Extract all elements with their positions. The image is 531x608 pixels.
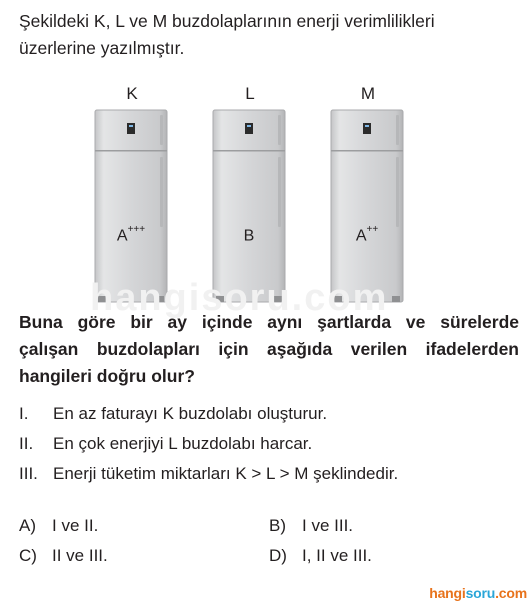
- fridge-image: [212, 109, 286, 304]
- option-text: I, II ve III.: [302, 546, 372, 565]
- question-line-3: hangileri doğru olur?: [19, 366, 195, 386]
- intro-line-1: Şekildeki K, L ve M buzdolaplarının enerji verimlilikleri: [19, 11, 435, 31]
- energy-rating: B: [243, 227, 255, 245]
- intro-text: [19, 8, 519, 62]
- brand-part-2: soru: [465, 585, 496, 601]
- statement-number: I.: [19, 404, 29, 423]
- statement-item: [19, 429, 519, 459]
- intro-line-2: üzerlerine yazılmıştır.: [19, 38, 185, 58]
- fridge-illustration: [330, 109, 404, 304]
- question-line-2: çalışan buzdolapları için aşağıda verilen ifadelerden: [19, 339, 519, 359]
- watermark: hangisoru.com: [90, 277, 389, 319]
- option-key: B): [269, 516, 286, 535]
- statement-text: Enerji tüketim miktarları K > L > M şeklindedir.: [53, 464, 399, 483]
- answer-options: [19, 511, 519, 571]
- fridge-label: K: [126, 84, 138, 103]
- energy-rating: A+++: [116, 224, 146, 245]
- option-text: I ve III.: [302, 516, 354, 535]
- brand-part-3: .com: [495, 585, 527, 601]
- option-key: C): [19, 546, 37, 565]
- option-a[interactable]: [19, 511, 269, 541]
- question-line-1: Buna göre bir ay içinde aynı şartlarda ve sürelerde: [19, 312, 519, 332]
- fridge-illustration: [212, 109, 286, 304]
- brand-part-1: hangi: [429, 585, 466, 601]
- statement-number: III.: [19, 464, 38, 483]
- option-text: I ve II.: [52, 516, 99, 535]
- brand-logo[interactable]: [429, 585, 527, 601]
- fridge-image: [94, 109, 168, 304]
- statement-item: [19, 459, 519, 489]
- fridge-illustration: [94, 109, 168, 304]
- statement-item: [19, 399, 519, 429]
- statement-number: II.: [19, 434, 34, 453]
- option-b[interactable]: [269, 511, 519, 541]
- fridge-image: [330, 109, 404, 304]
- fridge-label: M: [360, 84, 376, 103]
- option-key: D): [269, 546, 287, 565]
- option-d[interactable]: [269, 541, 519, 571]
- option-key: A): [19, 516, 36, 535]
- energy-rating: A++: [355, 224, 379, 245]
- option-c[interactable]: [19, 541, 269, 571]
- fridge-label: L: [245, 84, 255, 103]
- question-text: [19, 309, 519, 390]
- statement-text: En çok enerjiyi L buzdolabı harcar.: [53, 434, 313, 453]
- option-text: II ve III.: [52, 546, 108, 565]
- statement-list: [19, 399, 519, 489]
- statement-text: En az faturayı K buzdolabı oluşturur.: [53, 404, 328, 423]
